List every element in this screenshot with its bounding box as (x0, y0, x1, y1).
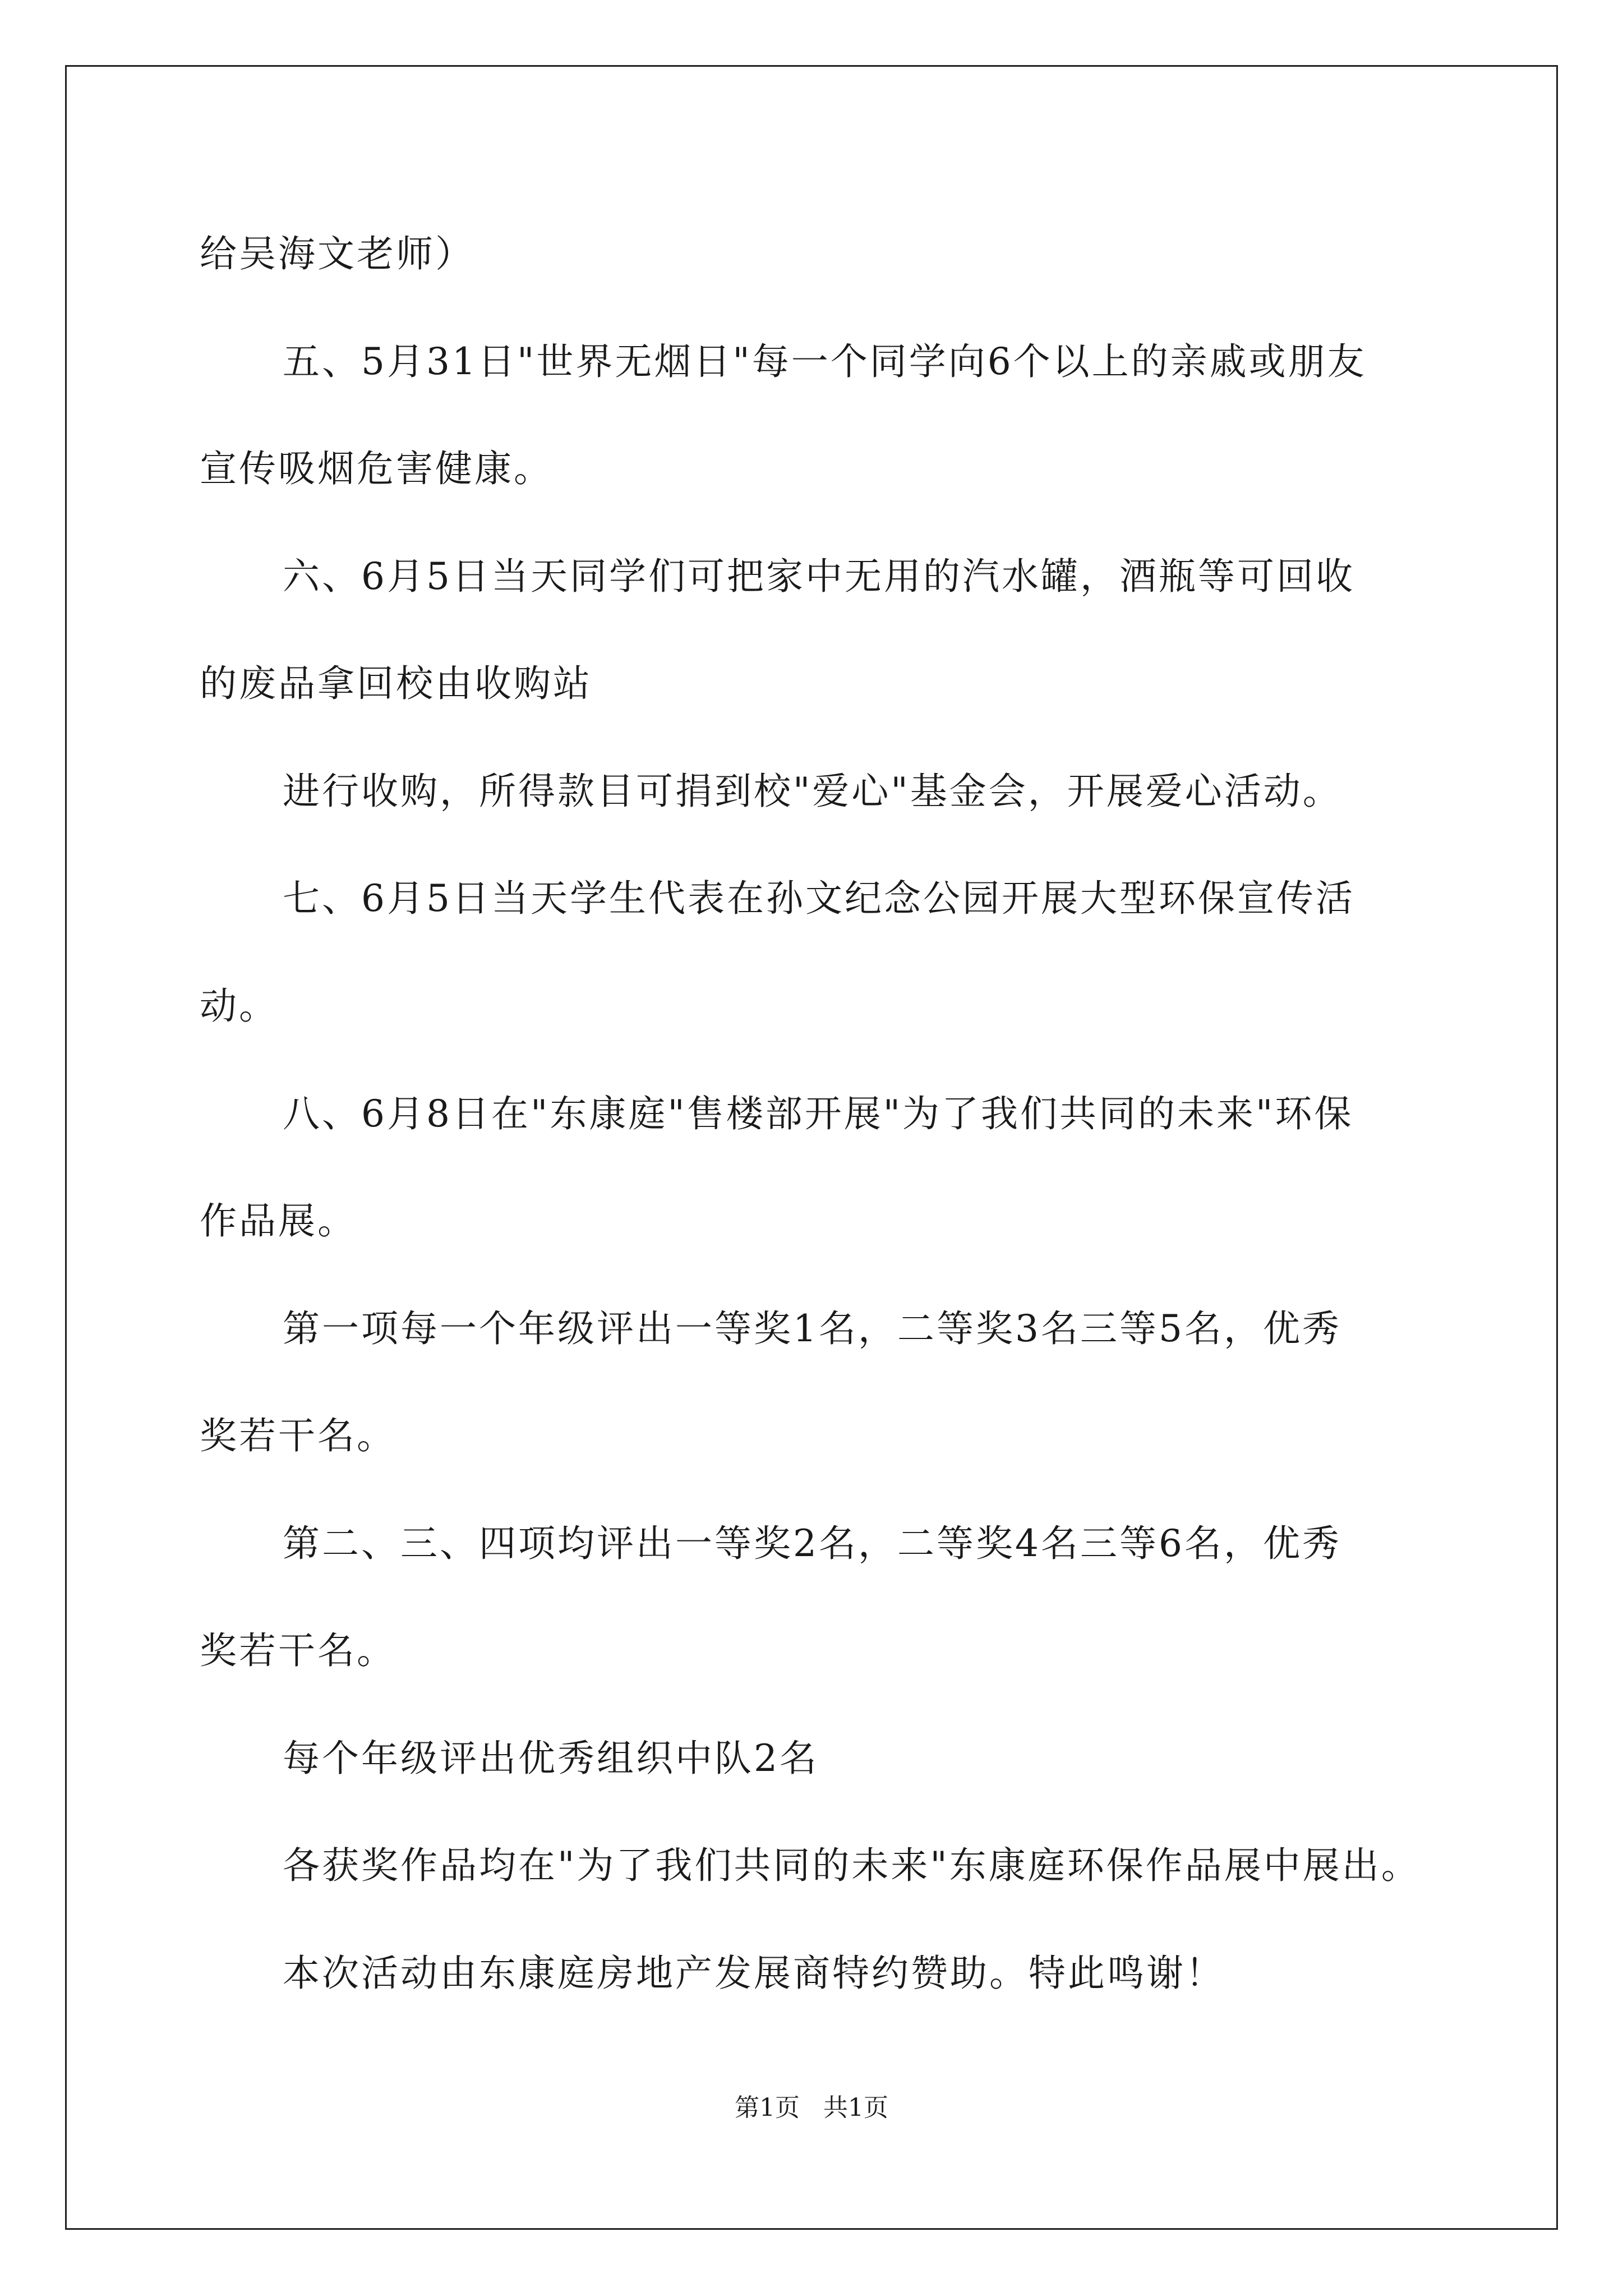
page-number: 第1页 共1页 (735, 2093, 888, 2122)
text-line: 进行收购，所得款目可捐到校"爱心"基金会，开展爱心活动。 (283, 770, 1342, 813)
text-line: 每个年级评出优秀组织中队2名 (283, 1737, 819, 1780)
text-line: 六、6月5日当天同学们可把家中无用的汽水罐，酒瓶等可回收 (283, 555, 1355, 598)
text-line: 给吴海文老师） (200, 232, 474, 275)
text-line: 的废品拿回校由收购站 (200, 662, 592, 705)
text-line: 作品展。 (200, 1199, 357, 1243)
text-line: 五、5月31日"世界无烟日"每一个同学向6个以上的亲戚或朋友 (283, 340, 1367, 383)
text-line: 奖若干名。 (200, 1414, 396, 1457)
text-line: 本次活动由东康庭房地产发展商特约赞助。特此鸣谢！ (283, 1952, 1225, 1995)
text-line: 各获奖作品均在"为了我们共同的未来"东康庭环保作品展中展出。 (283, 1844, 1421, 1887)
text-line: 动。 (200, 984, 278, 1028)
text-line: 七、6月5日当天学生代表在孙文纪念公园开展大型环保宣传活 (283, 877, 1355, 920)
text-line: 第二、三、四项均评出一等奖2名，二等奖4名三等6名，优秀 (283, 1522, 1341, 1565)
text-line: 奖若干名。 (200, 1629, 396, 1672)
text-line: 宣传吸烟危害健康。 (200, 447, 553, 490)
text-line: 八、6月8日在"东康庭"售楼部开展"为了我们共同的未来"环保 (283, 1092, 1354, 1135)
page-border (65, 65, 1558, 2230)
text-line: 第一项每一个年级评出一等奖1名，二等奖3名三等5名，优秀 (283, 1307, 1341, 1350)
